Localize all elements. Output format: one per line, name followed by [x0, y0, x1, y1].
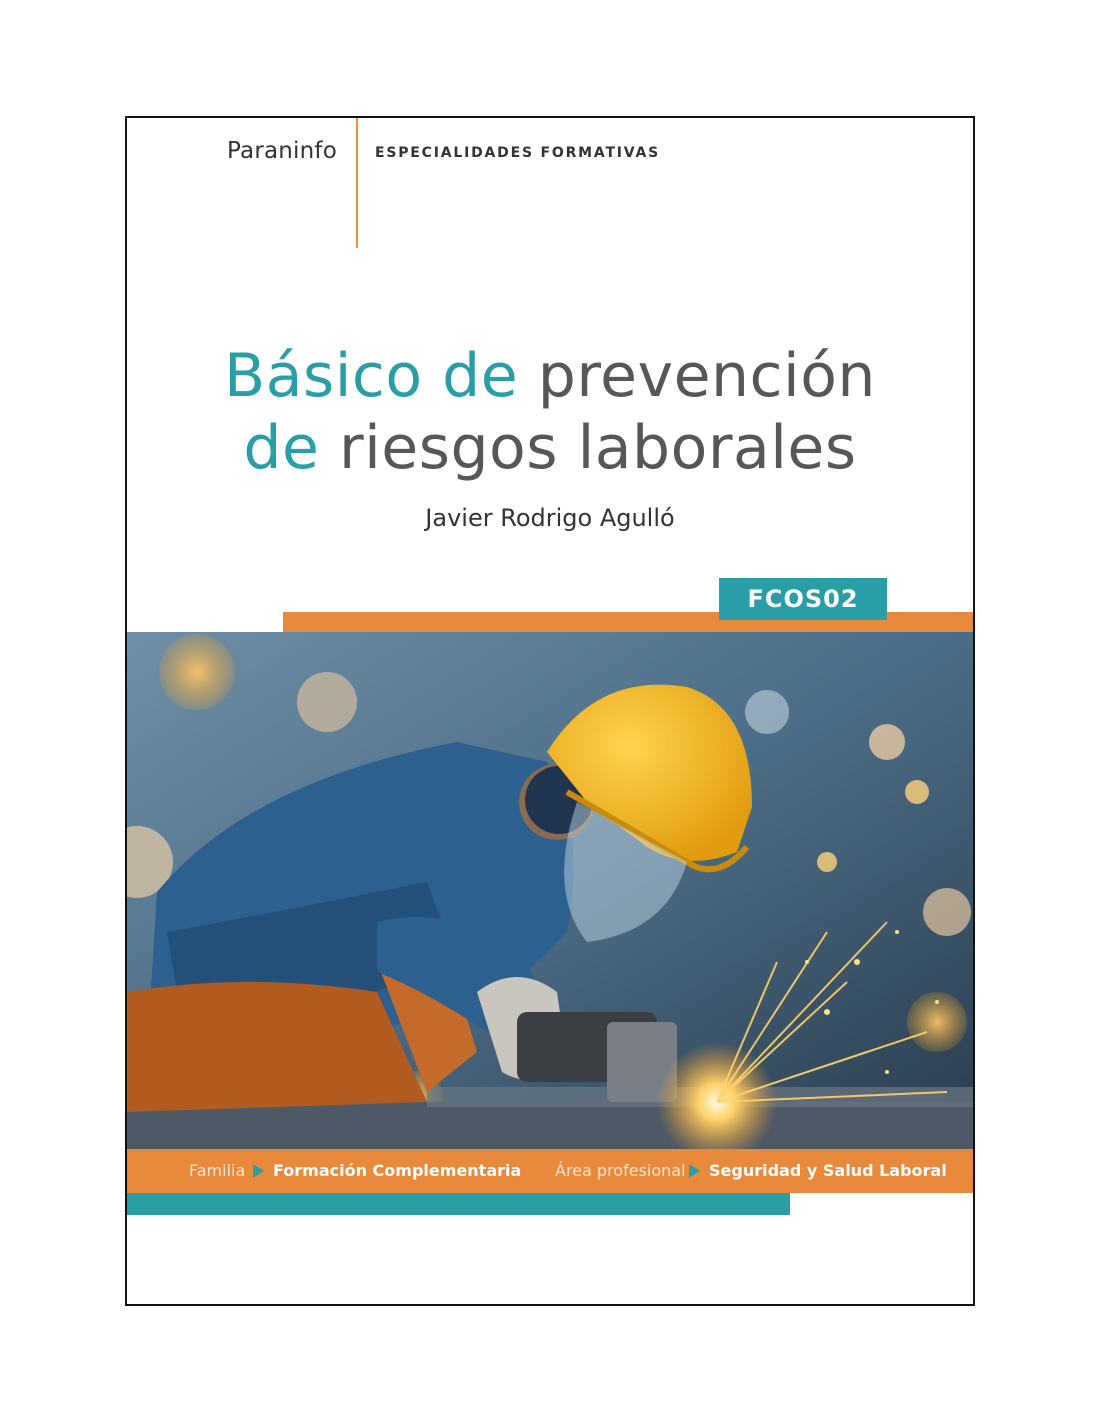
course-code-badge: FCOS02 — [719, 578, 887, 620]
area-value: Seguridad y Salud Laboral — [709, 1161, 947, 1180]
title-line-1 — [127, 340, 973, 412]
title-rest-2: riesgos laborales — [338, 413, 857, 483]
series-name: ESPECIALIDADES FORMATIVAS — [375, 145, 661, 161]
info-bar — [127, 1149, 973, 1193]
book-cover — [125, 116, 975, 1306]
area-label: Área profesional — [555, 1161, 686, 1180]
title-accent-1: Básico de — [224, 341, 519, 411]
teal-accent-bar — [127, 1193, 790, 1215]
header-divider — [356, 118, 358, 248]
family-label: Familia — [189, 1161, 246, 1180]
family-value: Formación Complementaria — [273, 1161, 522, 1180]
arrow-right-icon — [253, 1164, 264, 1178]
title-rest-1: prevención — [537, 341, 876, 411]
publisher-logo: Paraninfo — [227, 138, 337, 164]
cover-photo — [127, 632, 973, 1150]
arrow-right-icon — [689, 1164, 700, 1178]
author-name: Javier Rodrigo Agulló — [425, 504, 675, 532]
title-accent-2: de — [243, 413, 320, 483]
title-line-2 — [127, 412, 973, 484]
book-title — [127, 340, 973, 484]
